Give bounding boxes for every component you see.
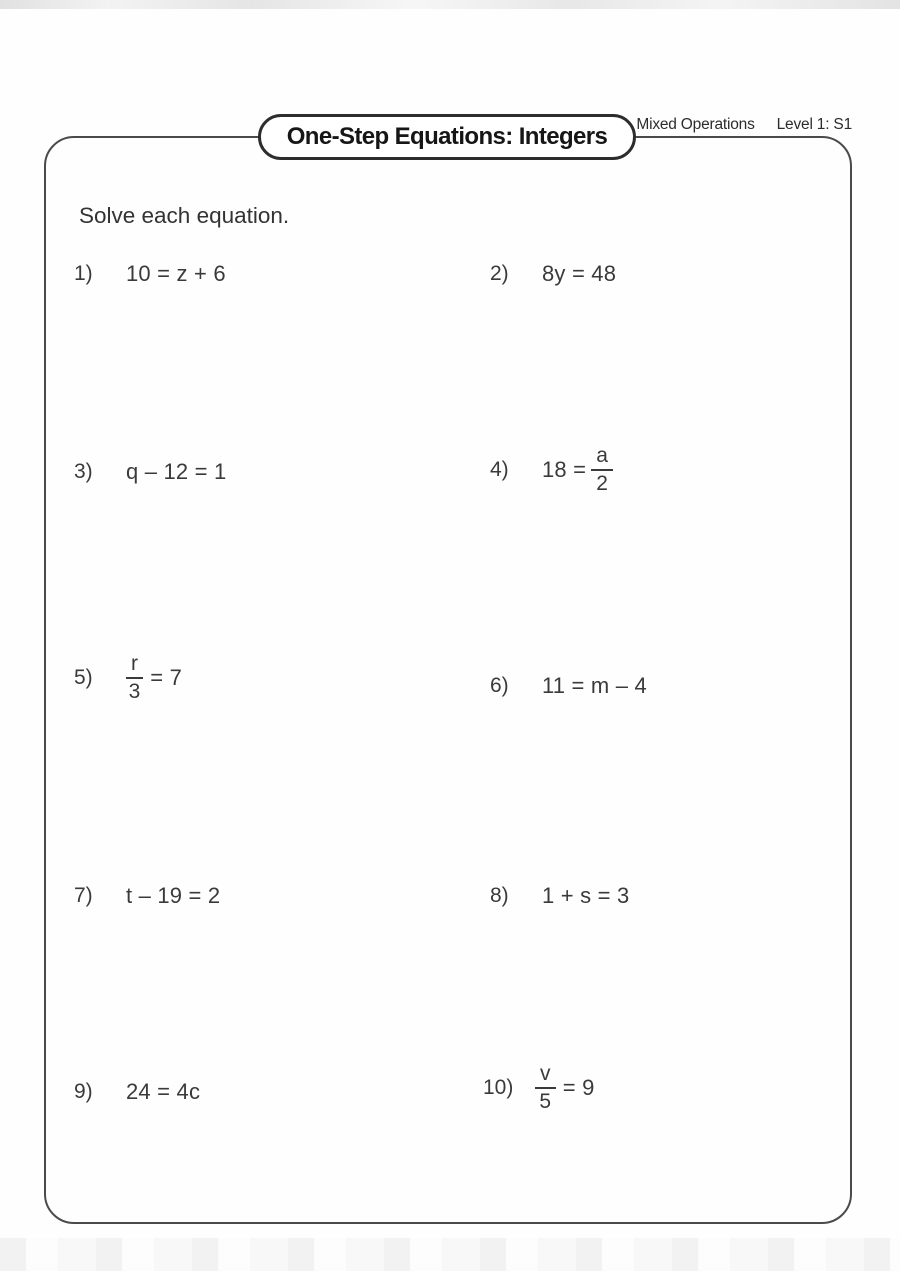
problem-equation xyxy=(542,445,613,495)
problem-equation: 10 = z + 6 xyxy=(126,261,226,287)
problem-number: 1) xyxy=(74,261,93,285)
equation-left-side: 18 = xyxy=(542,457,587,483)
problem-equation: 11 = m – 4 xyxy=(542,673,647,699)
problem-8 xyxy=(490,882,629,910)
problem-6 xyxy=(490,672,647,700)
problem-equation: 1 + s = 3 xyxy=(542,883,630,909)
fraction xyxy=(535,1063,556,1113)
scan-noise-bottom xyxy=(0,1238,900,1271)
problem-4 xyxy=(490,441,613,499)
problem-equation: q – 12 = 1 xyxy=(126,459,227,485)
fraction-denominator: 3 xyxy=(128,680,141,703)
fraction-numerator: v xyxy=(535,1063,556,1089)
problem-number: 2) xyxy=(490,261,509,285)
problem-number: 4) xyxy=(490,457,509,481)
problem-3 xyxy=(74,458,226,486)
equation-right-side: = 9 xyxy=(562,1075,595,1101)
problem-10 xyxy=(483,1059,595,1117)
equation-right-side: = 7 xyxy=(150,665,182,691)
problem-number: 6) xyxy=(490,673,509,697)
problem-equation xyxy=(535,1063,595,1113)
tag-operation-type: Mixed Operations xyxy=(636,116,755,133)
fraction-numerator: a xyxy=(591,445,613,471)
tag-level: Level 1: S1 xyxy=(776,116,852,133)
instructions-text: Solve each equation. xyxy=(79,203,290,228)
problem-equation: 24 = 4c xyxy=(126,1079,201,1105)
problem-number: 9) xyxy=(74,1079,93,1103)
problem-number: 5) xyxy=(74,665,93,689)
problem-number: 3) xyxy=(74,459,93,483)
problem-equation: 8y = 48 xyxy=(542,261,617,287)
worksheet-title: One-Step Equations: Integers xyxy=(286,123,608,150)
problem-number: 8) xyxy=(490,883,509,907)
problem-equation xyxy=(126,653,182,703)
problem-9 xyxy=(74,1078,200,1106)
problem-equation: t – 19 = 2 xyxy=(126,883,221,909)
fraction xyxy=(126,653,143,703)
fraction-denominator: 5 xyxy=(539,1090,552,1113)
problem-7 xyxy=(74,882,220,910)
problem-number: 10) xyxy=(483,1075,514,1099)
scan-noise-top xyxy=(0,0,900,9)
problem-5 xyxy=(74,649,182,707)
problem-1 xyxy=(74,260,226,288)
fraction-denominator: 2 xyxy=(596,472,609,495)
problem-number: 7) xyxy=(74,883,93,907)
fraction xyxy=(591,445,613,495)
title-pill xyxy=(258,114,636,160)
fraction-numerator: r xyxy=(126,653,143,679)
problem-2 xyxy=(490,260,616,288)
